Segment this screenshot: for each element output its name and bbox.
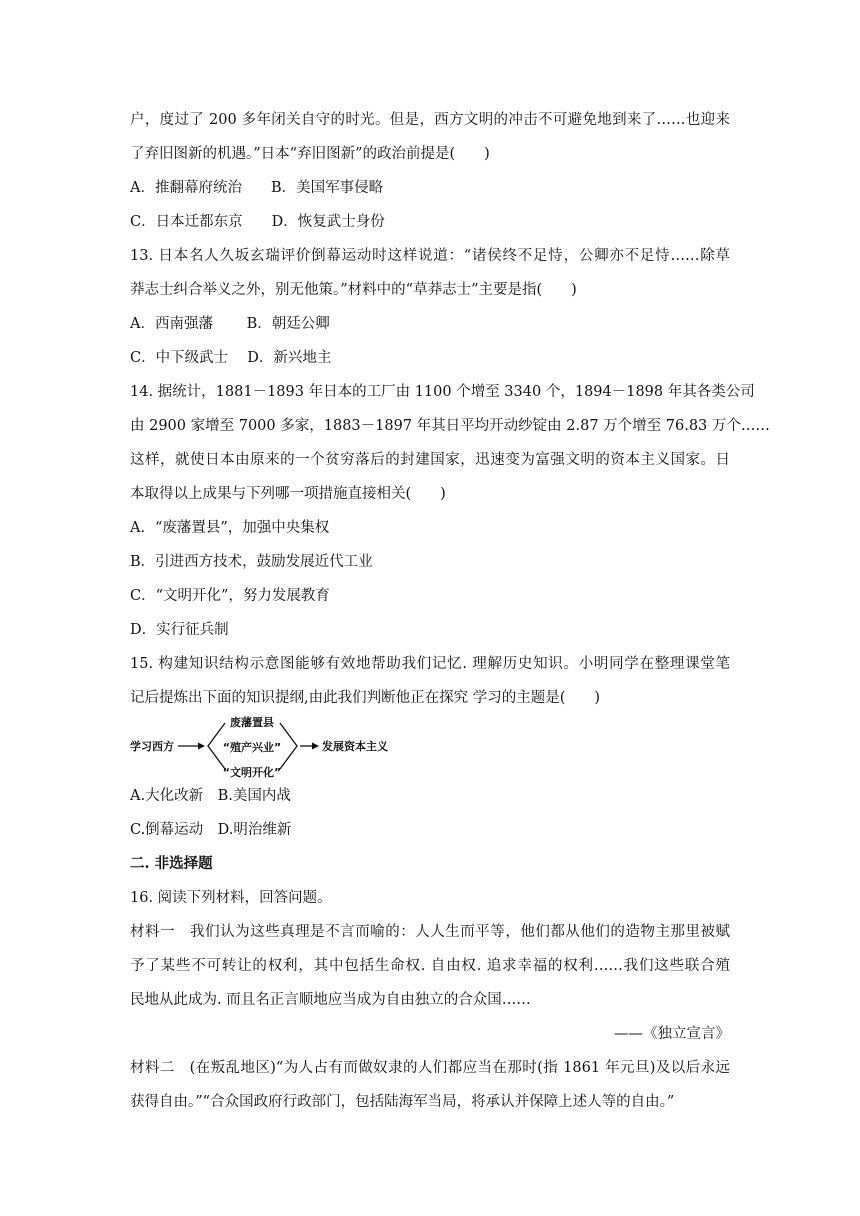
q13-stem-line-2: 莽志士纠合举义之外，别无他策。”材料中的“草莽志士”主要是指( ) (130, 282, 577, 298)
q12-options-cd: C．日本迁都东京 D．恢复武士身份 (130, 214, 385, 230)
q13-options-ab: A．西南强藩 B．朝廷公卿 (130, 316, 330, 332)
q14-stem-line-1: 14. 据统计，1881－1893 年日本的工厂由 1100 个增至 3340 个，1894－1898 年其各类公司 (130, 384, 755, 400)
q15-options-cd: C.倒幕运动 D.明治维新 (130, 822, 292, 838)
q14-option-a: A．“废藩置县”，加强中央集权 (130, 520, 330, 536)
diagram-label-top: 废藩置县 (230, 716, 274, 729)
material-2-line-1: 材料二 (在叛乱地区)“为人占有而做奴隶的人们都应当在那时(指 1861 年元旦)及以后永远 (130, 1060, 730, 1076)
q14-stem-line-3: 这样，就使日本由原来的一个贫穷落后的封建国家，迅速变为富强文明的资本主义国家。日 (130, 452, 730, 468)
q16-stem: 16. 阅读下列材料，回答问题。 (130, 890, 332, 906)
q12-stem-line-1: 户，度过了 200 多年闭关自守的时光。但是，西方文明的冲击不可避免地到来了……也迎来 (130, 112, 730, 128)
q15-options-ab: A.大化改新 B.美国内战 (130, 788, 291, 804)
q13-stem-line-1: 13. 日本名人久坂玄瑞评价倒幕运动时这样说道：“诸侯终不足恃，公卿亦不足恃……除草 (130, 248, 730, 264)
knowledge-structure-diagram (130, 712, 420, 782)
diagram-label-left: 学习西方 (130, 740, 174, 753)
q13-options-cd: C．中下级武士 D．新兴地主 (130, 350, 332, 366)
material-1-line-2: 予了某些不可转让的权利，其中包括生命权. 自由权. 追求幸福的权利……我们这些联合殖 (130, 958, 730, 974)
diagram-label-bottom: “文明开化” (222, 766, 282, 779)
diagram-arrowhead-in (198, 743, 205, 750)
section-heading: 二. 非选择题 (130, 855, 213, 872)
q15-stem-line-2: 记后提炼出下面的知识提纲,由此我们判断他正在探究 学习的主题是( ) (130, 690, 601, 706)
q14-option-b: B．引进西方技术，鼓励发展近代工业 (130, 554, 373, 570)
material-1-line-1: 材料一 我们认为这些真理是不言而喻的：人人生而平等，他们都从他们的造物主那里被赋 (130, 924, 730, 940)
diagram-right-bracket (280, 723, 297, 769)
diagram-label-middle: “殖产兴业” (222, 741, 282, 754)
material-2-line-2: 获得自由。”“合众国政府行政部门，包括陆海军当局，将承认并保障上述人等的自由。” (130, 1094, 675, 1110)
q14-option-c: C．“文明开化”，努力发展教育 (130, 588, 330, 604)
q14-stem-line-2: 由 2900 家增至 7000 多家，1883－1897 年其日平均开动纱锭由 2.87 万个增至 76.83 万个…… (130, 418, 770, 434)
q12-stem-line-2: 了弃旧图新的机遇。”日本“弃旧图新”的政治前提是( ) (130, 146, 490, 162)
q14-option-d: D．实行征兵制 (130, 622, 229, 638)
material-1-line-3: 民地从此成为. 而且名正言顺地应当成为自由独立的合众国…… (130, 992, 531, 1008)
q12-options-ab: A．推翻幕府统治 B．美国军事侵略 (130, 180, 384, 196)
q14-stem-line-4: 本取得以上成果与下列哪一项措施直接相关( ) (130, 486, 446, 502)
material-1-source: ——《独立宣言》 (614, 1026, 730, 1042)
diagram-arrowhead-out (312, 743, 319, 750)
q15-stem-line-1: 15. 构建知识结构示意图能够有效地帮助我们记忆. 理解历史知识。小明同学在整理课堂笔 (130, 656, 730, 672)
diagram-label-right: 发展资本主义 (322, 740, 388, 753)
